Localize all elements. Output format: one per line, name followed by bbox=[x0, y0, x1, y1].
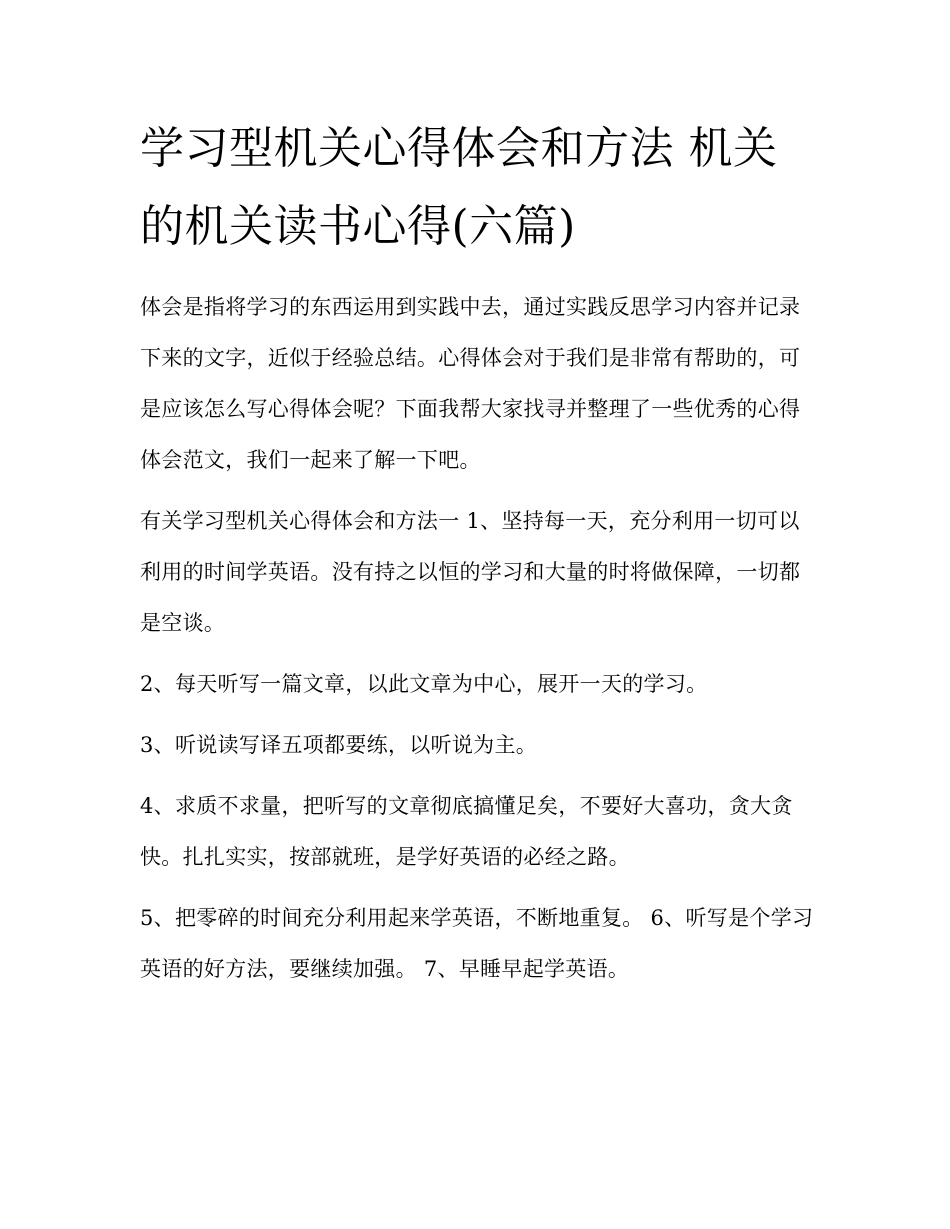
document-page bbox=[140, 110, 820, 995]
paragraph-item-2: 2、每天听写一篇文章，以此文章为中心，展开一天的学习。 bbox=[140, 672, 708, 696]
paragraph-item-4: 4、求质不求量，把听写的文章彻底搞懂足矣，不要好大喜功，贪大贪快。扎扎实实，按部就班，是学好英语的必经之路。 bbox=[140, 794, 793, 869]
paragraph-item-3: 3、听说读写译五项都要练，以听说为主。 bbox=[140, 733, 538, 757]
paragraph-method-one: 有关学习型机关心得体会和方法一 1、坚持每一天，充分利用一切可以利用的时间学英语。没有持之以恒的学习和大量的时将做保障，一切都是空谈。 bbox=[140, 509, 801, 635]
paragraph-item-5: 5、把零碎的时间充分利用起来学英语，不断地重复。 6、听写是个学习英语的好方法，要继续加强。 7、早睡早起学英语。 bbox=[140, 906, 814, 981]
intro-paragraph: 体会是指将学习的东西运用到实践中去，通过实践反思学习内容并记录下来的文字，近似于经验总结。心得体会对于我们是非常有帮助的，可是应该怎么写心得体会呢？下面我帮大家找寻并整理了一些优秀的心得体会范文，我们一起来了解一下吧。 bbox=[140, 295, 801, 472]
document-title: 学习型机关心得体会和方法 机关的机关读书心得(六篇) bbox=[140, 123, 778, 252]
